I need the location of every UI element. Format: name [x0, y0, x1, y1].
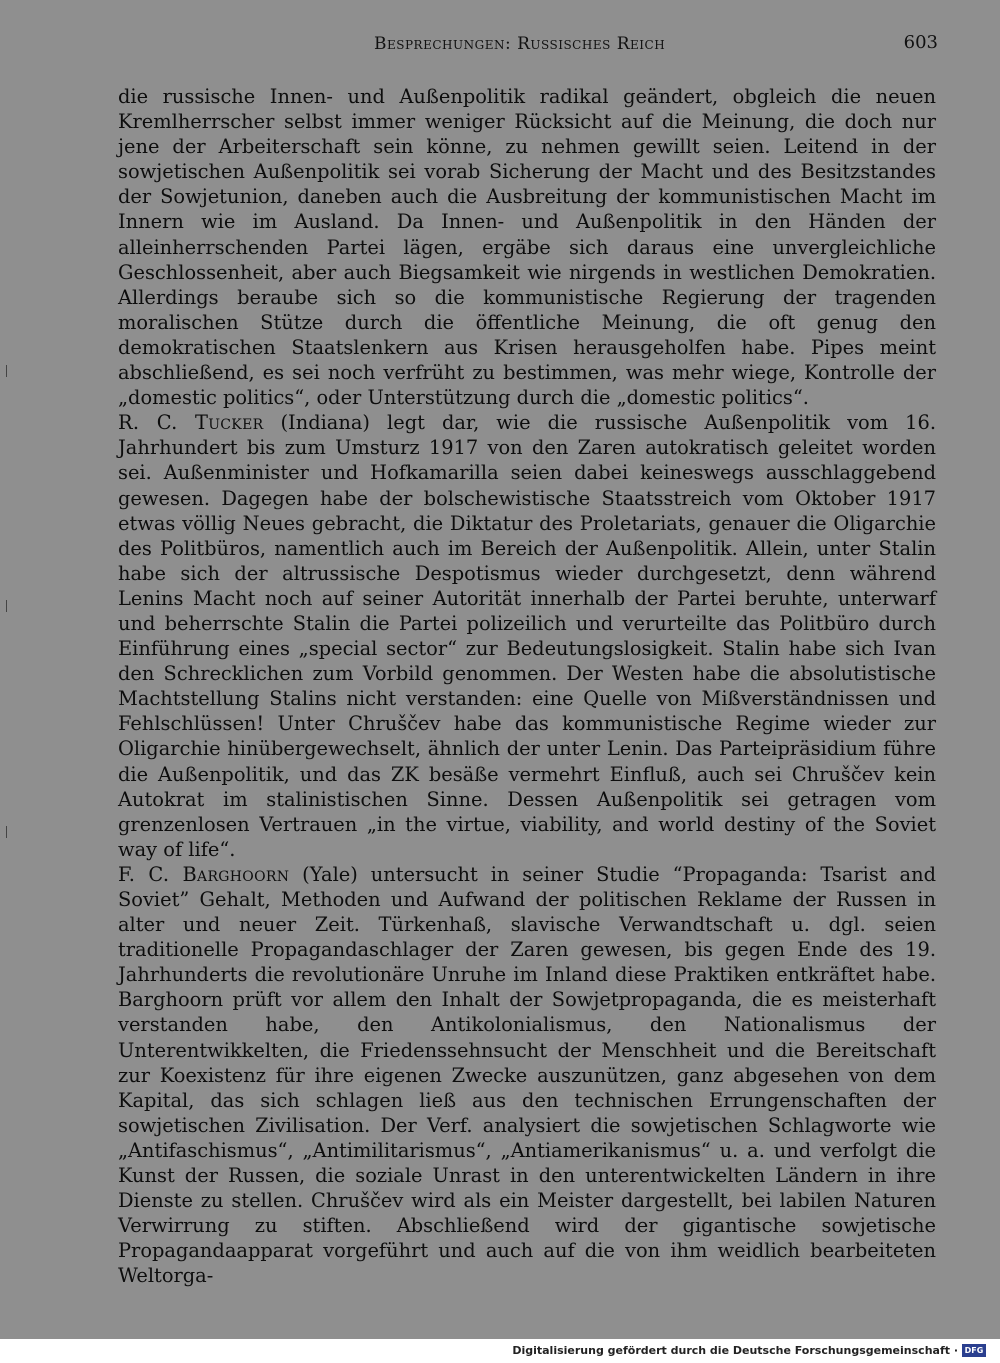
running-title: Besprechungen: Russisches Reich [374, 34, 666, 54]
margin-mark [6, 600, 7, 612]
margin-mark [6, 365, 7, 377]
paragraph [118, 410, 936, 862]
page-number: 603 [903, 32, 938, 53]
paragraph: die russische Innen- und Außenpolitik radikal geändert, obgleich die neuen Kremlherrscher selbst immer weniger Rücksicht auf die Meinung, die doch nur jene der Arbeiterschaft sein könne, zu nehmen gewillt seien. Leitend in der sowjetischen Außenpolitik sei vorab Sicherung der Macht und des Besitzstandes der Sowjetunion, daneben auch die Ausbreitung der kommunistischen Macht im Innern wie im Ausland. Da Innen- und Außenpolitik in den Händen der alleinherrschenden Partei lägen, ergäbe sich daraus eine unvergleichliche Geschlossenheit, aber auch Biegsamkeit wie nirgends in westlichen Demokratien. Allerdings beraube sich so die kommunistische Regierung der tragenden moralischen Stütze durch die öffentliche Meinung, die oft genug den demokratischen Staatslenkern aus Krisen herausgeholfen habe. Pipes meint abschließend, es sei noch verfrüht zu bestimmen, was mehr wiege, Kontrolle der „domestic politics“, oder Unterstützung durch die „domestic politics“. [118, 85, 936, 410]
digitization-credit: Digitalisierung gefördert durch die Deutsche Forschungsgemeinschaft · [512, 1344, 958, 1357]
author-name: F. C. Barghoorn [118, 862, 290, 886]
author-name: R. C. Tucker [118, 411, 264, 435]
paragraph [118, 862, 936, 1289]
margin-mark [6, 826, 7, 838]
body-text [118, 84, 936, 1289]
dfg-logo: DFG [962, 1344, 986, 1357]
footer-bar [0, 1339, 1000, 1363]
paragraph-text: (Yale) untersucht in seiner Studie “Propaganda: Tsarist and Soviet” Gehalt, Methoden und Aufwand der politischen Reklame der Russen in alter und neuer Zeit. Türkenhaß, slavische Verwandtschaft u. dgl. seien traditionelle Propagandaschlager der Zaren gewesen, bis gegen Ende des 19. Jahrhunderts die revolutionäre Unruhe im Inland diese Praktiken entkräftet habe. Barghoorn prüft vor allem den Inhalt der Sowjetpropaganda, die es meisterhaft verstanden habe, den Antikolonialismus, den Nationalismus der Unterentwikkelten, die Friedenssehnsucht der Menschheit und die Bereitschaft zur Koexistenz für ihre eigenen Zwecke auszunützen, ganz abgesehen von dem Kapital, das sich schlagen ließ aus den technischen Errungenschaften der sowjetischen Zivilisation. Der Verf. analysiert die sowjetischen Schlagworte wie „Antifaschismus“, „Antimilitarismus“, „Antiamerikanismus“ u. a. und verfolgt die Kunst der Russen, die soziale Unrast in den unterentwickelten Ländern in ihre Dienste zu stellen. Chruščev wird als ein Meister dargestellt, bei labilen Naturen Verwirrung zu stiften. Abschließend wird der gigantische sowjetische Propagandaapparat vorgeführt und auch auf die von ihm weidlich bearbeiteten Weltorga- [118, 862, 936, 1288]
running-head [118, 30, 938, 62]
paragraph-text: (Indiana) legt dar, wie die russische Außenpolitik vom 16. Jahrhundert bis zum Umsturz 1917 von den Zaren autokratisch geleitet worden sei. Außenminister und Hofkamarilla seien dabei keineswegs ausschlaggebend gewesen. Dagegen habe der bolschewistische Staatsstreich vom Oktober 1917 etwas völlig Neues gebracht, die Diktatur des Proletariats, genauer die Oligarchie des Politbüros, namentlich auch im Bereich der Außenpolitik. Allein, unter Stalin habe sich der altrussische Despotismus wieder durchgesetzt, denn während Lenins Macht noch auf seiner Autorität innerhalb der Partei beruhte, unterwarf und beherrschte Stalin die Partei polizeilich und verurteilte das Politbüro durch Einführung eines „special sector“ zur Bedeutungslosigkeit. Stalin habe sich Ivan den Schrecklichen zum Vorbild genommen. Der Westen habe die absolutistische Machtstellung Stalins nicht verstanden: eine Quelle von Mißverständnissen und Fehlschlüssen! Unter Chruščev habe das kommunistische Regime wieder zur Oligarchie hinübergewechselt, ähnlich der unter Lenin. Das Parteipräsidium führe die Außenpolitik, und das ZK besäße vermehrt Einfluß, auch sei Chruščev kein Autokrat im stalinistischen Sinne. Dessen Außenpolitik sei getragen vom grenzenlosen Vertrauen „in the virtue, viability, and world destiny of the Soviet way of life“. [118, 411, 936, 861]
